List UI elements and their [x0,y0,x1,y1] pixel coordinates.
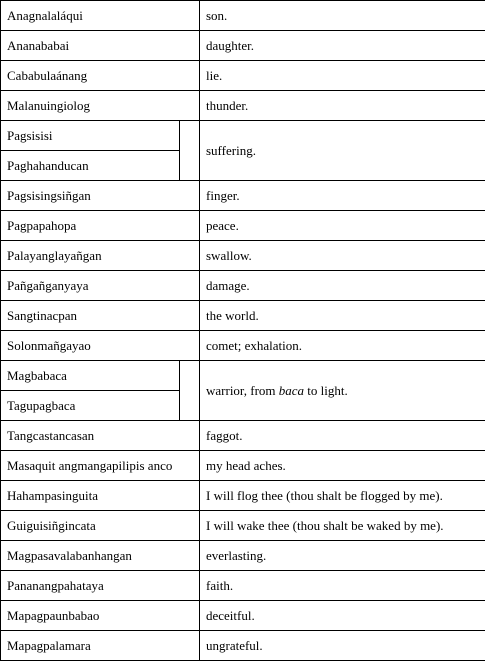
table-row [1,571,485,601]
table-row [1,631,485,661]
meaning-cell: my head aches. [200,451,485,481]
bracket-cell [180,361,200,421]
meaning-cell: daughter. [200,31,485,61]
table-row [1,271,485,301]
term-cell: Tangcastancasan [1,421,200,451]
term-cell: Guiguisiñgincata [1,511,200,541]
meaning-cell: comet; exhalation. [200,331,485,361]
term-cell: Anagnalaláqui [1,1,200,31]
term-cell: Hahampasinguita [1,481,200,511]
meaning-cell: finger. [200,181,485,211]
table-row [1,121,485,151]
table-row [1,601,485,631]
term-cell: Pananangpahataya [1,571,200,601]
term-cell: Mapagpalamara [1,631,200,661]
meaning-cell: I will wake thee (thou shalt be waked by me). [200,511,485,541]
term-cell: Pañgañganyaya [1,271,200,301]
table-row [1,541,485,571]
meaning-cell: everlasting. [200,541,485,571]
term-cell: Paghahanducan [1,151,180,181]
table-row [1,181,485,211]
meaning-cell: peace. [200,211,485,241]
term-cell: Tagupagbaca [1,391,180,421]
term-cell: Palayanglayañgan [1,241,200,271]
table-row [1,241,485,271]
table-row [1,451,485,481]
term-cell: Pagpapahopa [1,211,200,241]
meaning-cell: faith. [200,571,485,601]
table-row [1,61,485,91]
table-row [1,211,485,241]
table-row [1,91,485,121]
meaning-cell: son. [200,1,485,31]
table-row [1,31,485,61]
term-cell: Mapagpaunbabao [1,601,200,631]
bracket-cell [180,121,200,181]
meaning-cell: swallow. [200,241,485,271]
term-cell: Magbabaca [1,361,180,391]
term-cell: Solonmañgayao [1,331,200,361]
meaning-cell: faggot. [200,421,485,451]
table-row [1,361,485,391]
meaning-cell: the world. [200,301,485,331]
meaning-cell: thunder. [200,91,485,121]
table-row [1,301,485,331]
table-row [1,481,485,511]
table-row [1,1,485,31]
term-cell: Pagsisisi [1,121,180,151]
term-cell: Ananababai [1,31,200,61]
meaning-text: warrior, from [206,382,279,398]
meaning-cell: deceitful. [200,601,485,631]
table-row [1,421,485,451]
meaning-italic-word: baca [278,382,305,398]
table-row [1,331,485,361]
meaning-cell: lie. [200,61,485,91]
meaning-cell: ungrateful. [200,631,485,661]
term-cell: Malanuingiolog [1,91,200,121]
meaning-cell: damage. [200,271,485,301]
term-cell: Masaquit angmangapilipis anco [1,451,200,481]
meaning-cell: I will flog thee (thou shalt be flogged by me). [200,481,485,511]
meaning-cell [200,361,485,421]
term-cell: Pagsisingsiñgan [1,181,200,211]
meaning-text: to light. [304,382,348,398]
term-cell: Magpasavalabanhangan [1,541,200,571]
meaning-cell: suffering. [200,121,485,181]
term-cell: Cababulaánang [1,61,200,91]
term-cell: Sangtinacpan [1,301,200,331]
table-row [1,511,485,541]
